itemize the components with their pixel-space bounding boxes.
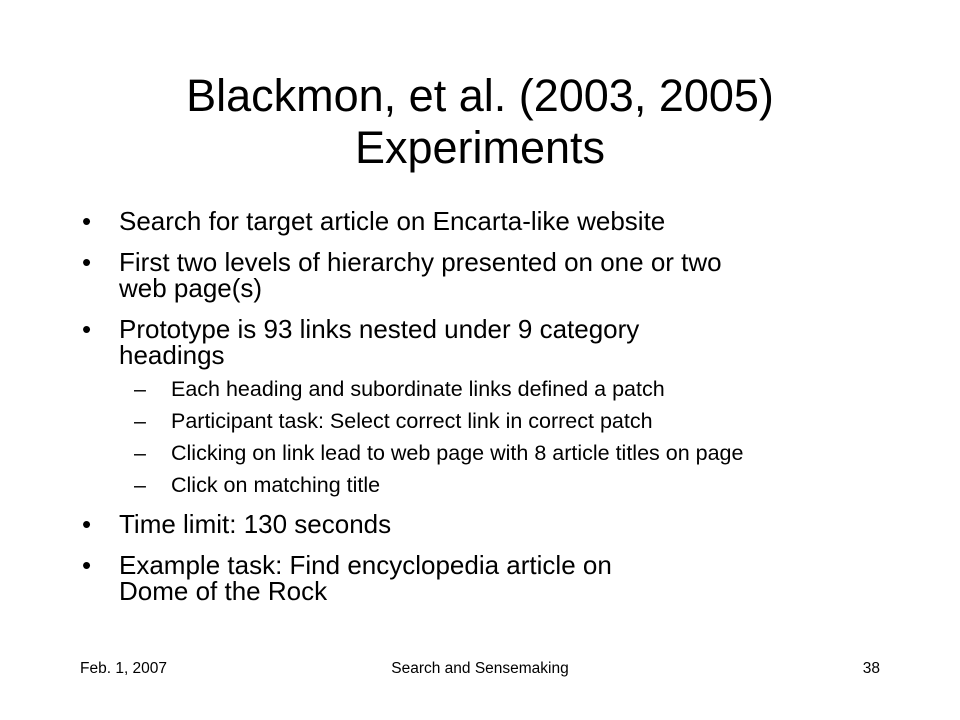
slide-title-line-1: Blackmon, et al. (2003, 2005) <box>186 70 774 121</box>
sub-bullet-list <box>119 378 882 496</box>
sub-bullet-text: Each heading and subordinate links defined a patch <box>171 377 665 401</box>
bullet-text: Prototype is 93 links nested under 9 category <box>119 314 640 344</box>
footer-title: Search and Sensemaking <box>391 660 569 677</box>
dash-icon: – <box>134 409 146 433</box>
sub-bullet-item <box>119 442 882 464</box>
bullet-item <box>82 552 882 604</box>
sub-bullet-item <box>119 378 882 400</box>
dash-icon: – <box>134 441 146 465</box>
bullet-item <box>82 208 882 234</box>
bullet-list <box>82 208 882 619</box>
slide-title <box>80 70 880 174</box>
bullet-text: headings <box>119 340 225 370</box>
bullet-dot-icon: • <box>82 314 92 344</box>
dash-icon: – <box>134 377 146 401</box>
sub-bullet-text: Click on matching title <box>171 473 381 497</box>
sub-bullet-item <box>119 474 882 496</box>
sub-bullet-text: Clicking on link lead to web page with 8 article titles on page <box>171 441 744 465</box>
bullet-dot-icon: • <box>82 550 92 580</box>
bullet-text: Search for target article on Encarta-like website <box>119 206 666 236</box>
bullet-text: Example task: Find encyclopedia article on <box>119 550 612 580</box>
bullet-text: web page(s) <box>119 273 263 303</box>
bullet-text: Dome of the Rock <box>119 576 328 606</box>
sub-bullet-text: Participant task: Select correct link in correct patch <box>171 409 653 433</box>
sub-bullet-item <box>119 410 882 432</box>
slide-number: 38 <box>862 660 880 677</box>
bullet-text: Time limit: 130 seconds <box>119 509 392 539</box>
bullet-item <box>82 511 882 537</box>
bullet-text: First two levels of hierarchy presented on one or two <box>119 247 722 277</box>
slide-title-line-2: Experiments <box>354 122 606 173</box>
bullet-dot-icon: • <box>82 247 92 277</box>
bullet-dot-icon: • <box>82 206 92 236</box>
footer-date: Feb. 1, 2007 <box>80 660 168 677</box>
bullet-item <box>82 316 882 496</box>
dash-icon: – <box>134 473 146 497</box>
bullet-dot-icon: • <box>82 509 92 539</box>
bullet-item <box>82 249 882 301</box>
